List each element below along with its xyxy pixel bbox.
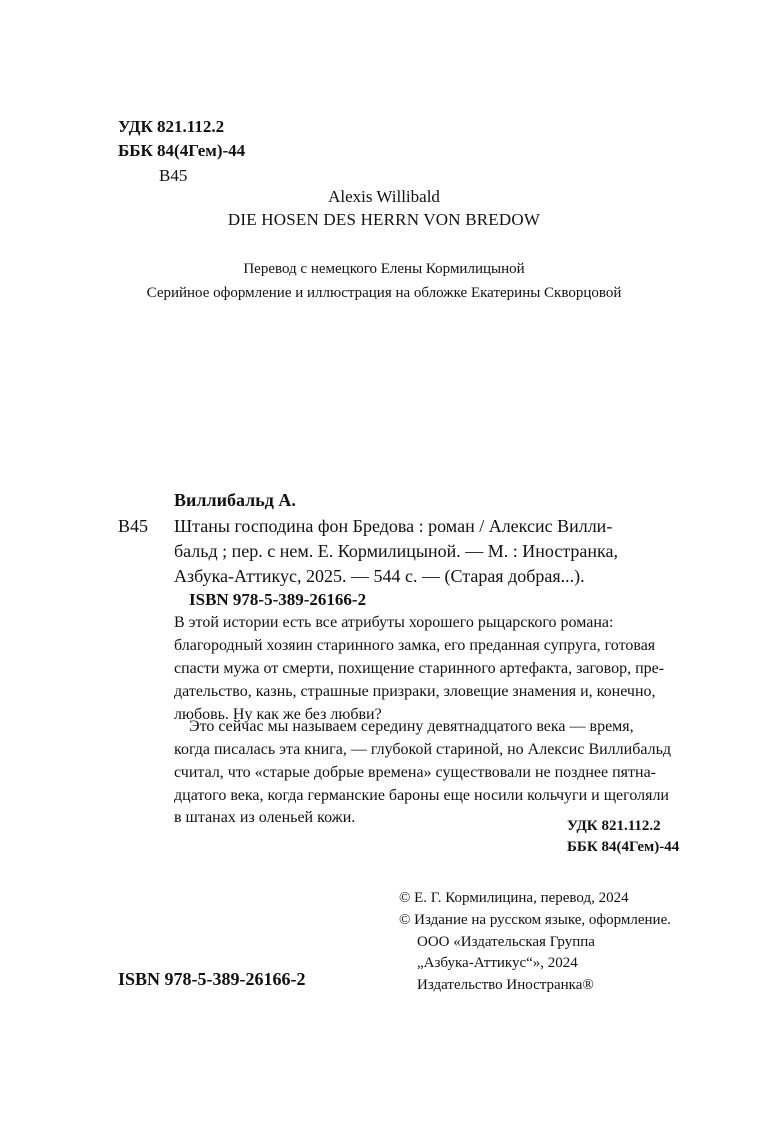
annotation-line: В этой истории есть все атрибуты хорошего рыцарского романа: xyxy=(174,614,614,631)
card-isbn: ISBN 978-5-389-26166-2 xyxy=(189,590,367,609)
copyright-line: Издательство Иностранка® xyxy=(417,977,594,993)
copyright-line: © Е. Г. Кормилицина, перевод, 2024 xyxy=(399,890,629,906)
author-sign-top: В45 xyxy=(159,166,188,185)
annotation-line: благородный хозяин старинного замка, его преданная супруга, готовая xyxy=(174,637,656,654)
annotation-line: дательство, казнь, страшные призраки, зловещие знамения и, конечно, xyxy=(174,683,656,700)
isbn-bottom: ISBN 978-5-389-26166-2 xyxy=(118,969,306,989)
card-description-line: Штаны господина фон Бредова : роман / Алексис Вилли- xyxy=(174,516,613,536)
copyright-line: ООО «Издательская Группа xyxy=(417,934,595,950)
card-description-line: бальд ; пер. с нем. Е. Кормилицыной. — М. : Иностранка, xyxy=(174,541,618,561)
bbk-code-top: ББК 84(4Гем)-44 xyxy=(118,141,246,160)
design-credit: Серийное оформление и иллюстрация на обложке Екатерины Скворцовой xyxy=(146,285,622,301)
annotation-line: Это сейчас мы называем середину девятнадцатого века — время, xyxy=(189,718,634,735)
bbk-code-bottom: ББК 84(4Гем)-44 xyxy=(567,839,680,855)
card-author-sign: В45 xyxy=(118,516,149,536)
annotation-line: в штанах из оленьей кожи. xyxy=(174,809,356,826)
card-description-line: Азбука-Аттикус, 2025. — 544 с. — (Старая добрая...). xyxy=(174,566,585,586)
udk-code-bottom: УДК 821.112.2 xyxy=(567,818,661,834)
original-author: Alexis Willibald xyxy=(328,187,440,206)
annotation-line: дцатого века, когда германские бароны еще носили кольчуги и щеголяли xyxy=(174,787,669,804)
annotation-line: любовь. Ну как же без любви? xyxy=(174,706,382,723)
annotation-line: считал, что «старые добрые времена» существовали не позднее пятна- xyxy=(174,764,657,781)
copyright-line: © Издание на русском языке, оформление. xyxy=(399,912,671,928)
annotation-line: спасти мужа от смерти, похищение старинного артефакта, заговор, пре- xyxy=(174,660,665,677)
annotation-line: когда писалась эта книга, — глубокой стариной, но Алексис Виллибальд xyxy=(174,741,672,758)
copyright-line: „Азбука-Аттикус“», 2024 xyxy=(417,955,578,971)
card-author: Виллибальд А. xyxy=(174,490,296,510)
translation-credit: Перевод с немецкого Елены Кормилицыной xyxy=(243,261,525,277)
original-title: DIE HOSEN DES HERRN VON BREDOW xyxy=(227,210,541,229)
udk-code-top: УДК 821.112.2 xyxy=(118,117,225,136)
